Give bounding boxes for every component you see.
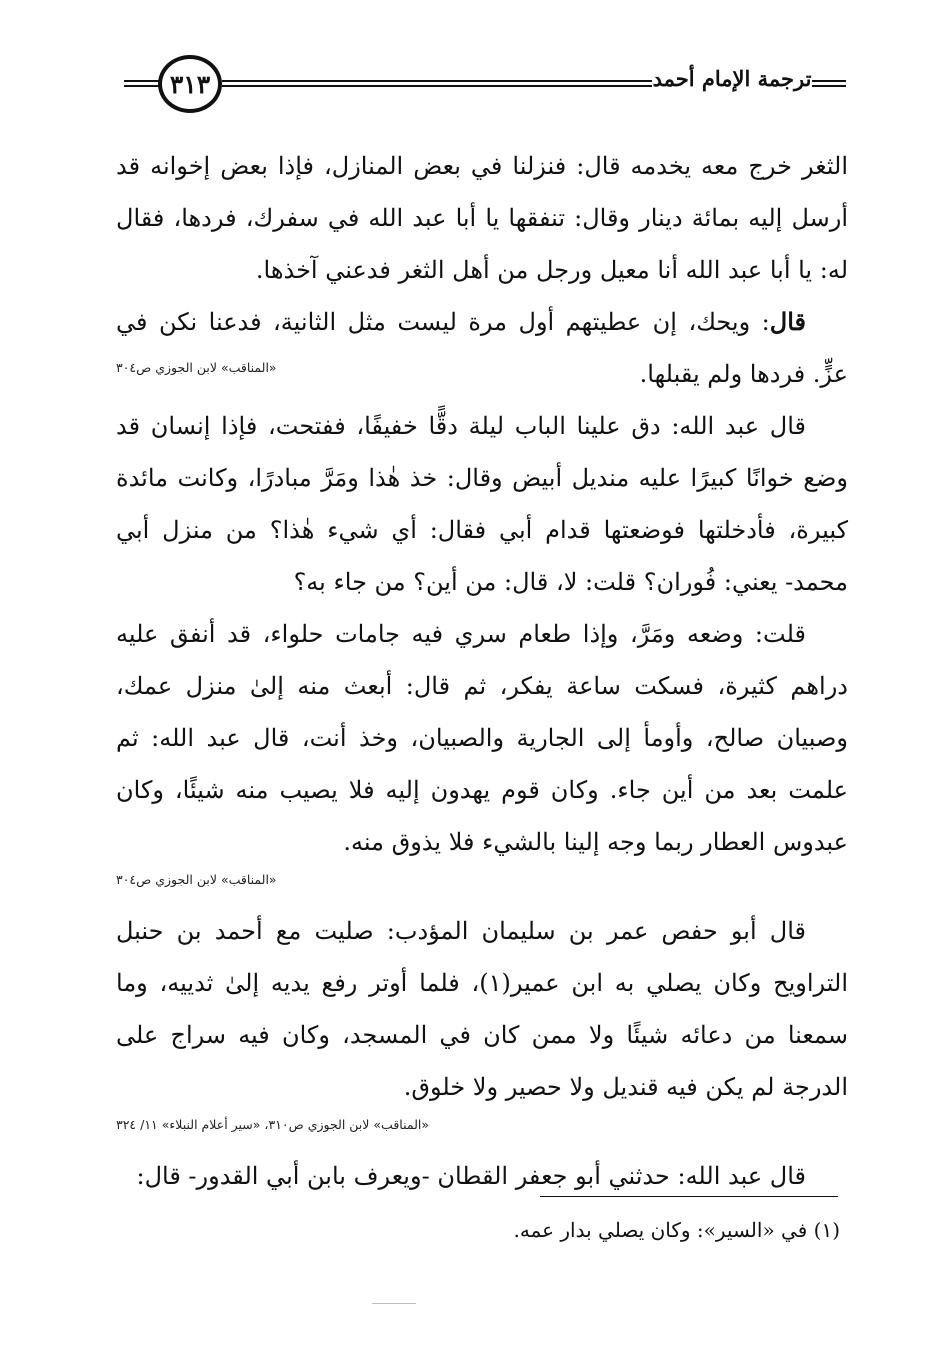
header-rule-middle xyxy=(222,80,652,87)
source-citation: «المناقب» لابن الجوزي ص٣١٠، «سير أعلام النبلاء» ١١/ ٣٢٤ xyxy=(116,1117,430,1132)
source-citation: «المناقب» لابن الجوزي ص٣٠٤ xyxy=(116,872,277,887)
footnote-separator xyxy=(540,1196,838,1197)
header-rule-right xyxy=(812,80,846,87)
scan-mark xyxy=(372,1303,416,1304)
speaker-label: قال xyxy=(769,307,806,336)
page-number: ٣١٣ xyxy=(158,55,222,113)
paragraph: قلت: وضعه ومَرَّ، وإذا طعام سري فيه جامات حلواء، قد أنفق عليه دراهم كثيرة، فسكت ساعة يفكر، ثم قال: أبعث منه إلىٰ منزل عمك، وصبيان صالح، وأومأ إلى الجارية والصبيان، وخذ أنت، قال عبد الله: ثم علمت بعد من أين جاء. وكان قوم يهدون إليه فلا يصيب منه شيئًا، وكان عبدوس العطار ربما وجه إلينا بالشيء فلا يذوق منه. xyxy=(116,620,848,856)
paragraph: قال أبو حفص عمر بن سليمان المؤدب: صليت مع أحمد بن حنبل التراويح وكان يصلي به ابن عمير(١)، فلما أوتر رفع يديه إلىٰ ثدييه، وما سمعنا من دعائه شيئًا ولا ممن كان في المسجد، وكان فيه سراج على الدرجة لم يكن فيه قنديل ولا حصير ولا خلوق. xyxy=(116,917,849,1101)
paragraph-text: : ويحك، إن عطيتهم أول مرة ليست مثل الثانية، فدعنا نكن في عزٍّ. فردها ولم يقبلها. xyxy=(116,308,848,388)
paragraph xyxy=(116,296,848,400)
paragraph: قال عبد الله: دق علينا الباب ليلة دقًّا خفيفًا، ففتحت، فإذا إنسان قد وضع خوانًا كبيرًا عليه منديل أبيض وقال: خذ هٰذا ومَرَّ مبادرًا، وكانت مائدة كبيرة، فأدخلتها فوضعتها قدام أبي فقال: أي شيء هٰذا؟ من منزل أبي محمد- يعني: فُوران؟ قلت: لا، قال: من أين؟ من جاء به؟ xyxy=(116,412,848,596)
page-header xyxy=(118,50,848,130)
source-citation: «المناقب» لابن الجوزي ص٣٠٤ xyxy=(116,360,277,375)
footnote: (١) في «السير»: وكان يصلي بدار عمه. xyxy=(513,1218,840,1242)
paragraph: الثغر خرج معه يخدمه قال: فنزلنا في بعض المنازل، فإذا بعض إخوانه قد أرسل إليه بمائة دينار وقال: تنفقها يا أبا عبد الله في سفرك، فردها، فقال له: يا أبا عبد الله أنا معيل ورجل من أهل الثغر فدعني آخذها. xyxy=(116,152,848,284)
header-rule-left xyxy=(124,80,160,87)
main-text xyxy=(116,140,848,1202)
running-title: ترجمة الإمام أحمد xyxy=(652,66,812,91)
paragraph: قال عبد الله: حدثني أبو جعفر القطان -ويعرف بابن أبي القدور- قال: xyxy=(136,1162,806,1190)
